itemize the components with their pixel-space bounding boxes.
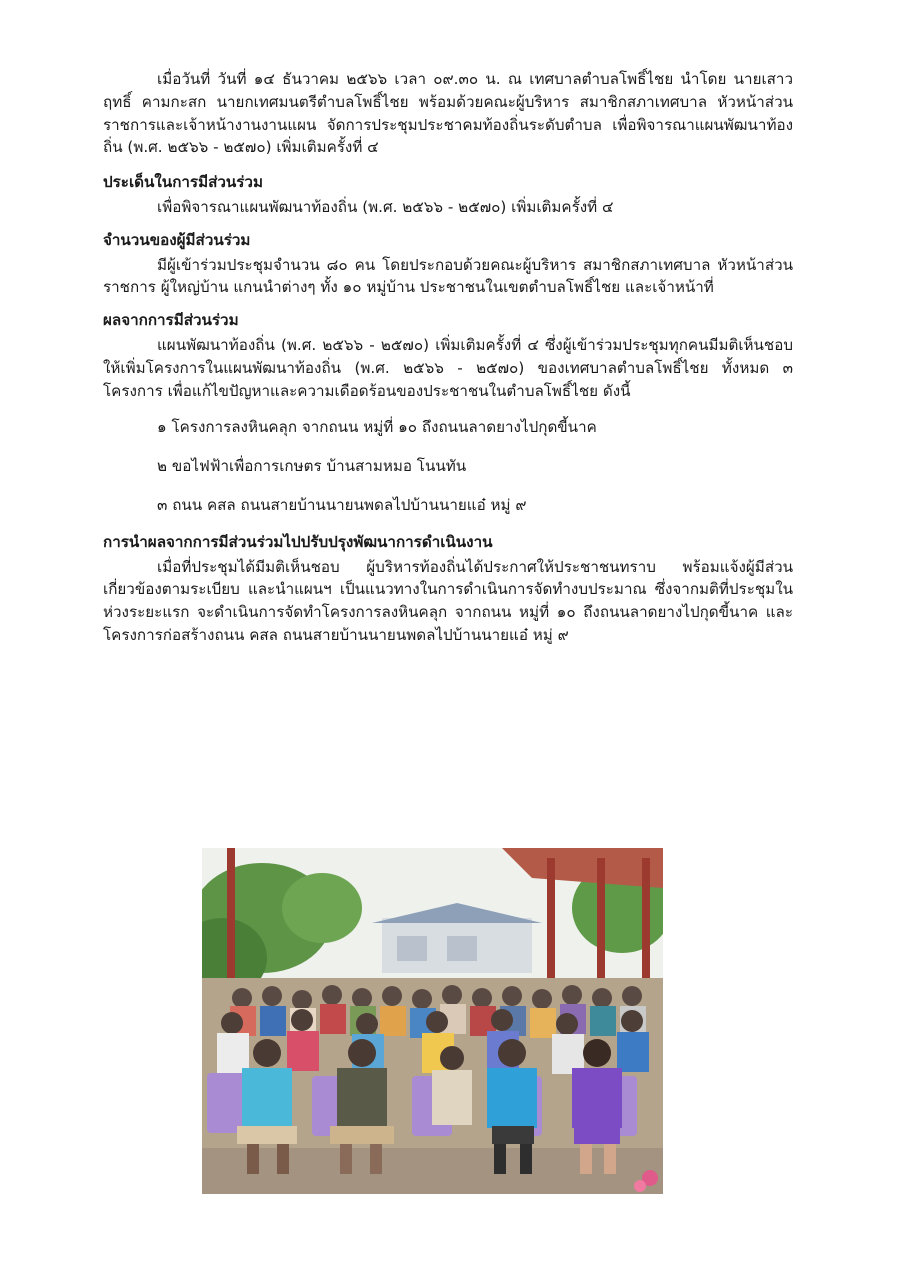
section-heading-application: การนำผลจากการมีส่วนร่วมไปปรับปรุงพัฒนาการดำเนินงาน [103,532,493,551]
project-list-item: ๒ ขอไฟฟ้าเพื่อการเกษตร บ้านสามหมอ โนนทัน [157,457,467,476]
project-list [103,416,793,516]
section-body-application: เมื่อที่ประชุมได้มีมติเห็นชอบ ผู้บริหารท้องถิ่นได้ประกาศให้ประชาชนทราบ พร้อมแจ้งผู้มีส่วนเกี่ยวข้องตามระเบียบ และนำแผนฯ เป็นแนวทางในการดำเนินการจัดทำงบประมาณ ซึ่งจากมติที่ประชุมในห่วงระยะแรก จะดำเนินการจัดทำโครงการลงหินคลุก จากถนน หมู่ที่ ๑๐ ถึงถนนลาดยางไปกุดขี้นาค และโครงการก่อสร้างถนน คสล ถนนสายบ้านนายนพดลไปบ้านนายแอ๋ หมู่ ๙ [103,557,793,644]
project-list-item: ๑ โครงการลงหินคลุก จากถนน หมู่ที่ ๑๐ ถึงถนนลาดยางไปกุดขี้นาค [157,418,597,437]
project-list-item: ๓ ถนน คสล ถนนสายบ้านนายนพดลไปบ้านนายแอ๋ หมู่ ๙ [157,495,527,514]
meeting-photo-illustration [202,848,663,1194]
section-heading-issue: ประเด็นในการมีส่วนร่วม [103,173,263,192]
document-body [103,68,793,647]
section-body-issue: เพื่อพิจารณาแผนพัฒนาท้องถิ่น (พ.ศ. ๒๕๖๖ - ๒๕๗๐) เพิ่มเติมครั้งที่ ๔ [157,197,614,216]
section-body-participants: มีผู้เข้าร่วมประชุมจำนวน ๘๐ คน โดยประกอบด้วยคณะผู้บริหาร สมาชิกสภาเทศบาล หัวหน้าส่วนราชการ ผู้ใหญ่บ้าน แกนนำต่างๆ ทั้ง ๑๐ หมู่บ้าน ประชาชนในเขตตำบลโพธิ์ไชย และเจ้าหน้าที่ [103,255,793,297]
section-body-results: แผนพัฒนาท้องถิ่น (พ.ศ. ๒๕๖๖ - ๒๕๗๐) เพิ่มเติมครั้งที่ ๔ ซึ่งผู้เข้าร่วมประชุมทุกคนมีมติเห็นชอบ ให้เพิ่มโครงการในแผนพัฒนาท้องถิ่น (พ.ศ. ๒๕๖๖ - ๒๕๗๐) ของเทศบาลตำบลโพธิ์ไชย ทั้งหมด ๓ โครงการ เพื่อแก้ไขปัญหาและความเดือดร้อนของประชาชนในตำบลโพธิ์ไชย ดังนี้ [103,335,793,400]
section-heading-participants: จำนวนของผู้มีส่วนร่วม [103,230,251,249]
intro-paragraph: เมื่อวันที่ วันที่ ๑๔ ธันวาคม ๒๕๖๖ เวลา ๐๙.๓๐ น. ณ เทศบาลตำบลโพธิ์ไชย นำโดย นายเสาวฤทธิ์ คามกะสก นายกเทศมนตรีตำบลโพธิ์ไชย พร้อมด้วยคณะผู้บริหาร สมาชิกสภาเทศบาล หัวหน้าส่วนราชการและเจ้าหน้างานงานแผน จัดการประชุมประชาคมท้องถิ่นระดับตำบล เพื่อพิจารณาแผนพัฒนาท้องถิ่น (พ.ศ. ๒๕๖๖ - ๒๕๗๐) เพิ่มเติมครั้งที่ ๔ [103,70,793,157]
section-heading-results: ผลจากการมีส่วนร่วม [103,311,239,330]
meeting-photo [202,848,663,1194]
